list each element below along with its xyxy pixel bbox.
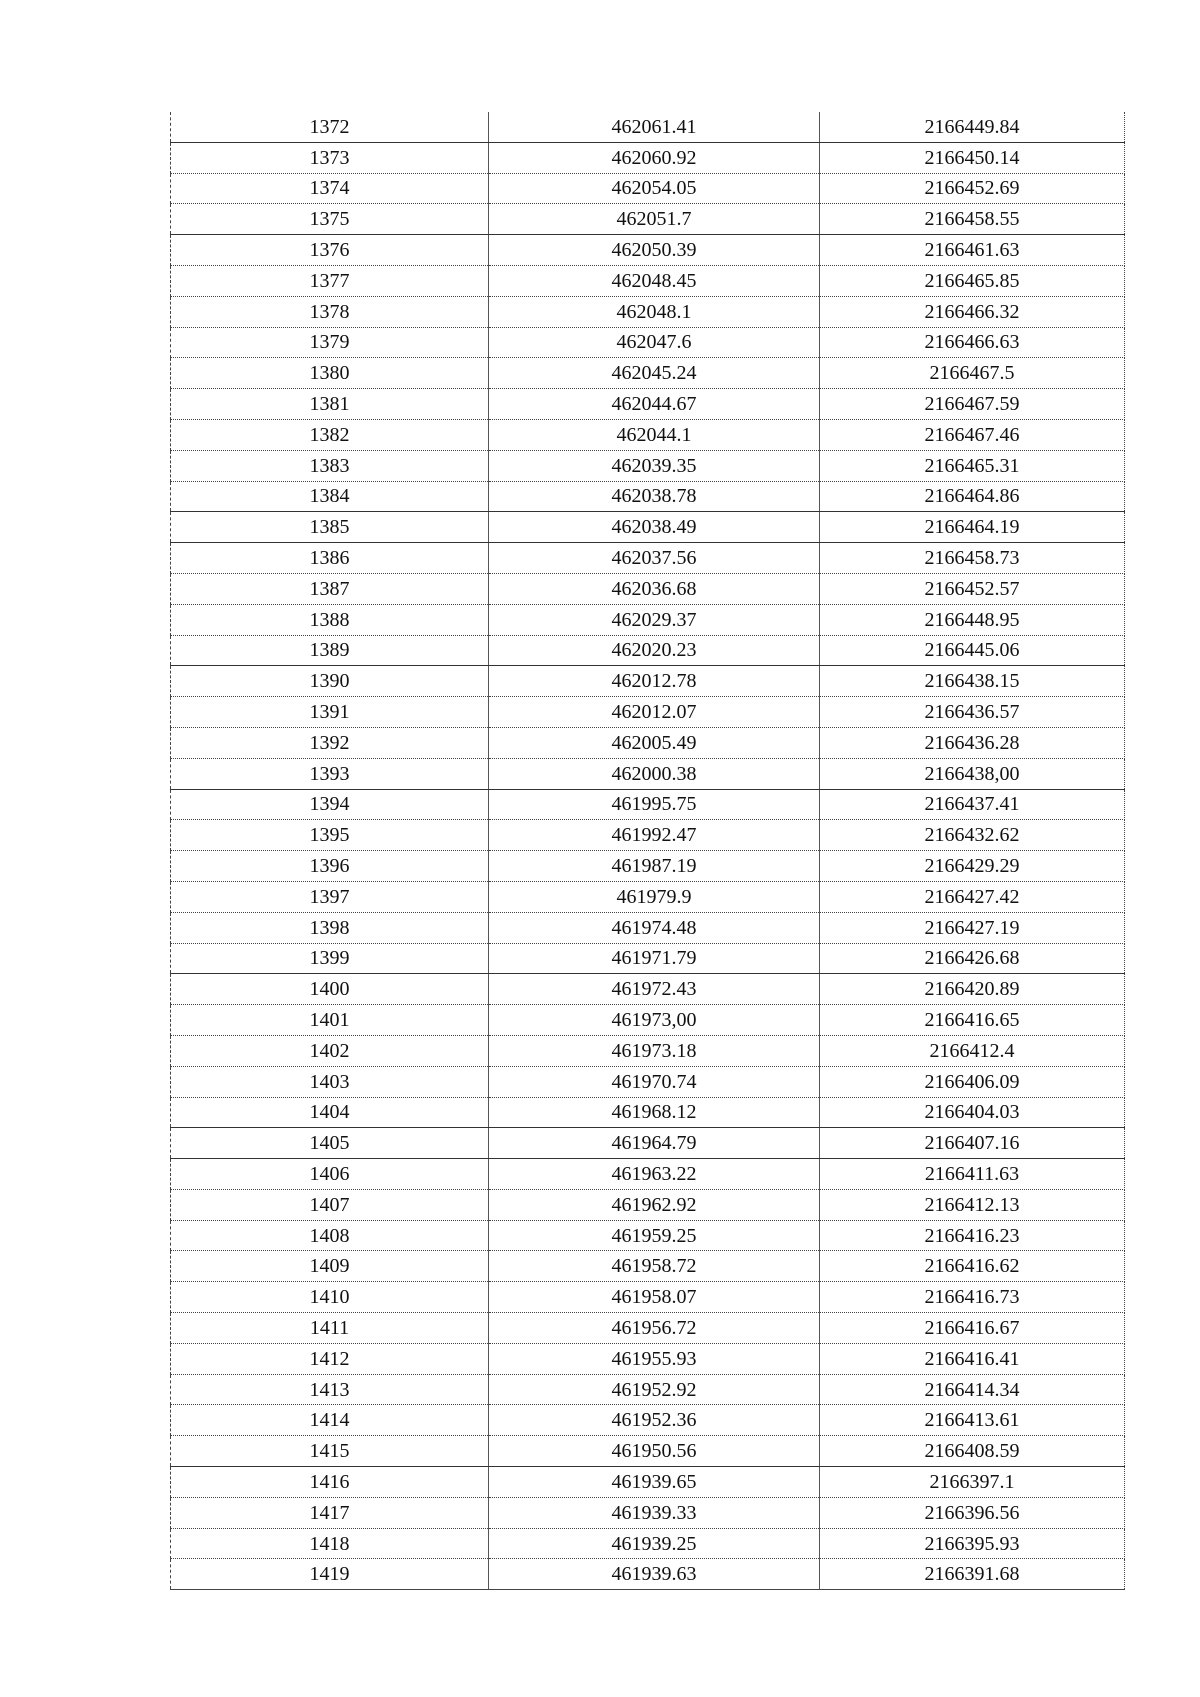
table-row: [171, 1035, 1125, 1066]
table-row: [171, 1343, 1125, 1374]
point-number-cell: 1376: [171, 235, 489, 266]
y-coordinate-cell: 2166416.62: [820, 1251, 1125, 1282]
y-coordinate-cell: 2166416.23: [820, 1220, 1125, 1251]
y-coordinate-cell: 2166437.41: [820, 789, 1125, 820]
point-number-cell: 1401: [171, 1005, 489, 1036]
x-coordinate-cell: 462047.6: [489, 327, 820, 358]
x-coordinate-cell: 462044.1: [489, 419, 820, 450]
table-row: [171, 1282, 1125, 1313]
point-number-cell: 1394: [171, 789, 489, 820]
point-number-cell: 1381: [171, 389, 489, 420]
point-number-cell: 1395: [171, 820, 489, 851]
table-row: [171, 1313, 1125, 1344]
x-coordinate-cell: 462038.49: [489, 512, 820, 543]
table-row: [171, 1189, 1125, 1220]
table-row: [171, 666, 1125, 697]
x-coordinate-cell: 461987.19: [489, 851, 820, 882]
y-coordinate-cell: 2166467.5: [820, 358, 1125, 389]
point-number-cell: 1379: [171, 327, 489, 358]
point-number-cell: 1418: [171, 1528, 489, 1559]
x-coordinate-cell: 462005.49: [489, 727, 820, 758]
point-number-cell: 1372: [171, 112, 489, 142]
point-number-cell: 1412: [171, 1343, 489, 1374]
table-row: [171, 974, 1125, 1005]
y-coordinate-cell: 2166414.34: [820, 1374, 1125, 1405]
x-coordinate-cell: 461939.65: [489, 1467, 820, 1498]
x-coordinate-cell: 462020.23: [489, 635, 820, 666]
y-coordinate-cell: 2166452.57: [820, 573, 1125, 604]
y-coordinate-cell: 2166438,00: [820, 758, 1125, 789]
x-coordinate-cell: 461974.48: [489, 912, 820, 943]
x-coordinate-cell: 461950.56: [489, 1436, 820, 1467]
table-row: [171, 419, 1125, 450]
point-number-cell: 1405: [171, 1128, 489, 1159]
point-number-cell: 1378: [171, 296, 489, 327]
y-coordinate-cell: 2166412.4: [820, 1035, 1125, 1066]
point-number-cell: 1404: [171, 1097, 489, 1128]
x-coordinate-cell: 461971.79: [489, 943, 820, 974]
table-row: [171, 265, 1125, 296]
point-number-cell: 1390: [171, 666, 489, 697]
table-row: [171, 358, 1125, 389]
x-coordinate-cell: 461952.36: [489, 1405, 820, 1436]
table-row: [171, 389, 1125, 420]
table-row: [171, 296, 1125, 327]
x-coordinate-cell: 461959.25: [489, 1220, 820, 1251]
table-row: [171, 142, 1125, 173]
point-number-cell: 1416: [171, 1467, 489, 1498]
table-row: [171, 943, 1125, 974]
y-coordinate-cell: 2166445.06: [820, 635, 1125, 666]
y-coordinate-cell: 2166408.59: [820, 1436, 1125, 1467]
table-row: [171, 1005, 1125, 1036]
y-coordinate-cell: 2166438.15: [820, 666, 1125, 697]
y-coordinate-cell: 2166407.16: [820, 1128, 1125, 1159]
point-number-cell: 1397: [171, 881, 489, 912]
table-row: [171, 789, 1125, 820]
x-coordinate-cell: 461973.18: [489, 1035, 820, 1066]
table-row: [171, 851, 1125, 882]
table-row: [171, 1066, 1125, 1097]
coordinates-table-body: [171, 112, 1125, 1590]
point-number-cell: 1398: [171, 912, 489, 943]
y-coordinate-cell: 2166465.85: [820, 265, 1125, 296]
y-coordinate-cell: 2166404.03: [820, 1097, 1125, 1128]
point-number-cell: 1402: [171, 1035, 489, 1066]
x-coordinate-cell: 461972.43: [489, 974, 820, 1005]
table-row: [171, 204, 1125, 235]
point-number-cell: 1393: [171, 758, 489, 789]
point-number-cell: 1387: [171, 573, 489, 604]
point-number-cell: 1382: [171, 419, 489, 450]
y-coordinate-cell: 2166395.93: [820, 1528, 1125, 1559]
x-coordinate-cell: 462044.67: [489, 389, 820, 420]
table-row: [171, 1097, 1125, 1128]
point-number-cell: 1409: [171, 1251, 489, 1282]
y-coordinate-cell: 2166458.73: [820, 543, 1125, 574]
x-coordinate-cell: 462061.41: [489, 112, 820, 142]
y-coordinate-cell: 2166432.62: [820, 820, 1125, 851]
table-row: [171, 235, 1125, 266]
y-coordinate-cell: 2166391.68: [820, 1559, 1125, 1590]
y-coordinate-cell: 2166416.41: [820, 1343, 1125, 1374]
x-coordinate-cell: 462038.78: [489, 481, 820, 512]
y-coordinate-cell: 2166465.31: [820, 450, 1125, 481]
table-row: [171, 758, 1125, 789]
x-coordinate-cell: 461970.74: [489, 1066, 820, 1097]
x-coordinate-cell: 461952.92: [489, 1374, 820, 1405]
table-row: [171, 173, 1125, 204]
y-coordinate-cell: 2166467.46: [820, 419, 1125, 450]
table-row: [171, 1467, 1125, 1498]
point-number-cell: 1414: [171, 1405, 489, 1436]
point-number-cell: 1386: [171, 543, 489, 574]
y-coordinate-cell: 2166397.1: [820, 1467, 1125, 1498]
point-number-cell: 1388: [171, 604, 489, 635]
table-row: [171, 604, 1125, 635]
x-coordinate-cell: 461995.75: [489, 789, 820, 820]
y-coordinate-cell: 2166427.42: [820, 881, 1125, 912]
table-row: [171, 512, 1125, 543]
table-row: [171, 697, 1125, 728]
y-coordinate-cell: 2166448.95: [820, 604, 1125, 635]
point-number-cell: 1408: [171, 1220, 489, 1251]
x-coordinate-cell: 462039.35: [489, 450, 820, 481]
y-coordinate-cell: 2166436.28: [820, 727, 1125, 758]
point-number-cell: 1406: [171, 1159, 489, 1190]
point-number-cell: 1400: [171, 974, 489, 1005]
y-coordinate-cell: 2166427.19: [820, 912, 1125, 943]
y-coordinate-cell: 2166426.68: [820, 943, 1125, 974]
table-row: [171, 1374, 1125, 1405]
table-row: [171, 573, 1125, 604]
y-coordinate-cell: 2166436.57: [820, 697, 1125, 728]
table-row: [171, 327, 1125, 358]
point-number-cell: 1389: [171, 635, 489, 666]
y-coordinate-cell: 2166416.65: [820, 1005, 1125, 1036]
table-row: [171, 1159, 1125, 1190]
table-row: [171, 881, 1125, 912]
x-coordinate-cell: 461963.22: [489, 1159, 820, 1190]
table-row: [171, 635, 1125, 666]
x-coordinate-cell: 462054.05: [489, 173, 820, 204]
table-row: [171, 450, 1125, 481]
x-coordinate-cell: 462051.7: [489, 204, 820, 235]
x-coordinate-cell: 461939.63: [489, 1559, 820, 1590]
point-number-cell: 1384: [171, 481, 489, 512]
y-coordinate-cell: 2166413.61: [820, 1405, 1125, 1436]
y-coordinate-cell: 2166467.59: [820, 389, 1125, 420]
table-row: [171, 727, 1125, 758]
point-number-cell: 1419: [171, 1559, 489, 1590]
y-coordinate-cell: 2166466.63: [820, 327, 1125, 358]
x-coordinate-cell: 462060.92: [489, 142, 820, 173]
x-coordinate-cell: 461939.25: [489, 1528, 820, 1559]
y-coordinate-cell: 2166449.84: [820, 112, 1125, 142]
table-row: [171, 1559, 1125, 1590]
y-coordinate-cell: 2166464.86: [820, 481, 1125, 512]
x-coordinate-cell: 462048.45: [489, 265, 820, 296]
point-number-cell: 1403: [171, 1066, 489, 1097]
point-number-cell: 1399: [171, 943, 489, 974]
x-coordinate-cell: 461939.33: [489, 1497, 820, 1528]
point-number-cell: 1411: [171, 1313, 489, 1344]
x-coordinate-cell: 461958.07: [489, 1282, 820, 1313]
x-coordinate-cell: 462045.24: [489, 358, 820, 389]
x-coordinate-cell: 462012.07: [489, 697, 820, 728]
x-coordinate-cell: 461958.72: [489, 1251, 820, 1282]
table-row: [171, 481, 1125, 512]
x-coordinate-cell: 461955.93: [489, 1343, 820, 1374]
y-coordinate-cell: 2166452.69: [820, 173, 1125, 204]
y-coordinate-cell: 2166450.14: [820, 142, 1125, 173]
table-row: [171, 112, 1125, 142]
y-coordinate-cell: 2166412.13: [820, 1189, 1125, 1220]
x-coordinate-cell: 461979.9: [489, 881, 820, 912]
point-number-cell: 1377: [171, 265, 489, 296]
point-number-cell: 1375: [171, 204, 489, 235]
y-coordinate-cell: 2166458.55: [820, 204, 1125, 235]
x-coordinate-cell: 462050.39: [489, 235, 820, 266]
table-row: [171, 543, 1125, 574]
point-number-cell: 1415: [171, 1436, 489, 1467]
table-row: [171, 1436, 1125, 1467]
table-row: [171, 912, 1125, 943]
y-coordinate-cell: 2166461.63: [820, 235, 1125, 266]
x-coordinate-cell: 462036.68: [489, 573, 820, 604]
point-number-cell: 1413: [171, 1374, 489, 1405]
x-coordinate-cell: 461962.92: [489, 1189, 820, 1220]
y-coordinate-cell: 2166464.19: [820, 512, 1125, 543]
table-row: [171, 1497, 1125, 1528]
point-number-cell: 1417: [171, 1497, 489, 1528]
point-number-cell: 1385: [171, 512, 489, 543]
y-coordinate-cell: 2166420.89: [820, 974, 1125, 1005]
table-row: [171, 820, 1125, 851]
x-coordinate-cell: 461956.72: [489, 1313, 820, 1344]
point-number-cell: 1383: [171, 450, 489, 481]
point-number-cell: 1373: [171, 142, 489, 173]
table-row: [171, 1528, 1125, 1559]
point-number-cell: 1396: [171, 851, 489, 882]
x-coordinate-cell: 462037.56: [489, 543, 820, 574]
point-number-cell: 1392: [171, 727, 489, 758]
point-number-cell: 1391: [171, 697, 489, 728]
x-coordinate-cell: 461964.79: [489, 1128, 820, 1159]
coordinates-table: [170, 112, 1125, 1590]
y-coordinate-cell: 2166411.63: [820, 1159, 1125, 1190]
y-coordinate-cell: 2166466.32: [820, 296, 1125, 327]
x-coordinate-cell: 462012.78: [489, 666, 820, 697]
x-coordinate-cell: 461992.47: [489, 820, 820, 851]
table-row: [171, 1251, 1125, 1282]
y-coordinate-cell: 2166396.56: [820, 1497, 1125, 1528]
x-coordinate-cell: 462048.1: [489, 296, 820, 327]
point-number-cell: 1374: [171, 173, 489, 204]
table-row: [171, 1128, 1125, 1159]
y-coordinate-cell: 2166429.29: [820, 851, 1125, 882]
table-row: [171, 1405, 1125, 1436]
x-coordinate-cell: 461973,00: [489, 1005, 820, 1036]
y-coordinate-cell: 2166416.73: [820, 1282, 1125, 1313]
y-coordinate-cell: 2166406.09: [820, 1066, 1125, 1097]
point-number-cell: 1380: [171, 358, 489, 389]
x-coordinate-cell: 462000.38: [489, 758, 820, 789]
table-row: [171, 1220, 1125, 1251]
x-coordinate-cell: 462029.37: [489, 604, 820, 635]
point-number-cell: 1410: [171, 1282, 489, 1313]
y-coordinate-cell: 2166416.67: [820, 1313, 1125, 1344]
point-number-cell: 1407: [171, 1189, 489, 1220]
x-coordinate-cell: 461968.12: [489, 1097, 820, 1128]
